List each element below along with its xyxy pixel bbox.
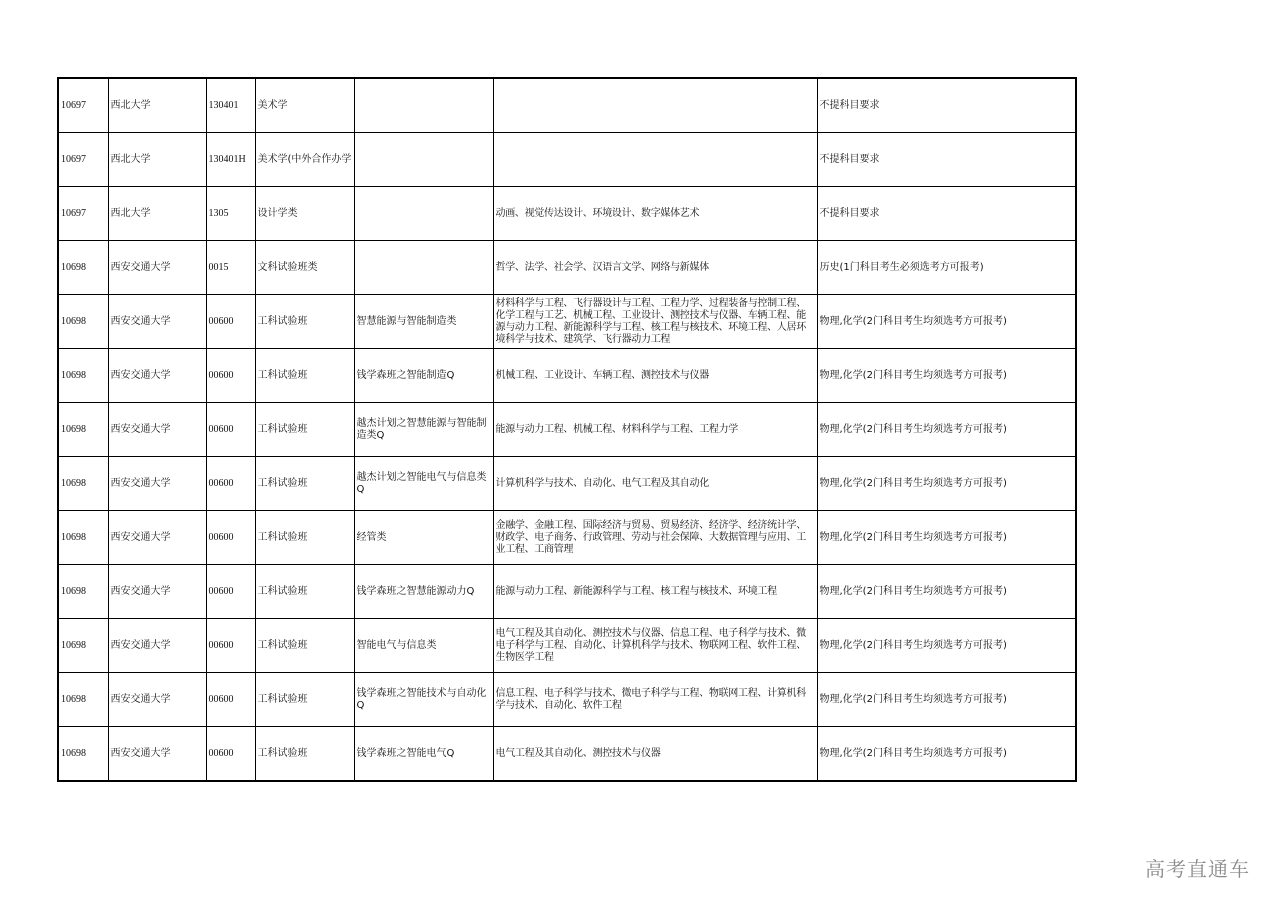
subject-requirement-cell: 历史(1门科目考生必须选考方可报考)	[817, 241, 1076, 295]
school-name-cell: 西安交通大学	[108, 619, 206, 673]
included-majors-cell: 机械工程、工业设计、车辆工程、测控技术与仪器	[493, 349, 817, 403]
school-code-cell: 10698	[58, 565, 108, 619]
major-code-cell: 00600	[206, 565, 255, 619]
class-name-cell: 经管类	[354, 511, 493, 565]
school-name-cell: 西安交通大学	[108, 673, 206, 727]
included-majors-cell	[493, 78, 817, 133]
table-row	[58, 727, 1076, 782]
school-name-cell: 西安交通大学	[108, 403, 206, 457]
included-majors-cell: 动画、视觉传达设计、环境设计、数字媒体艺术	[493, 187, 817, 241]
table-row	[58, 349, 1076, 403]
school-code-cell: 10698	[58, 619, 108, 673]
subject-requirement-cell: 物理,化学(2门科目考生均须选考方可报考)	[817, 619, 1076, 673]
class-name-cell: 钱学森班之智慧能源动力Q	[354, 565, 493, 619]
subject-requirement-cell: 物理,化学(2门科目考生均须选考方可报考)	[817, 727, 1076, 782]
major-code-cell: 00600	[206, 295, 255, 349]
school-code-cell: 10697	[58, 78, 108, 133]
school-code-cell: 10697	[58, 133, 108, 187]
major-code-cell: 130401H	[206, 133, 255, 187]
subject-requirement-cell: 不提科目要求	[817, 133, 1076, 187]
school-name-cell: 西安交通大学	[108, 511, 206, 565]
major-name-cell: 工科试验班	[255, 619, 354, 673]
major-code-cell: 00600	[206, 511, 255, 565]
admission-table	[57, 77, 1077, 782]
class-name-cell	[354, 241, 493, 295]
major-name-cell: 工科试验班	[255, 403, 354, 457]
class-name-cell: 智慧能源与智能制造类	[354, 295, 493, 349]
included-majors-cell: 哲学、法学、社会学、汉语言文学、网络与新媒体	[493, 241, 817, 295]
subject-requirement-cell: 物理,化学(2门科目考生均须选考方可报考)	[817, 349, 1076, 403]
table-row	[58, 619, 1076, 673]
included-majors-cell: 电气工程及其自动化、测控技术与仪器	[493, 727, 817, 782]
major-name-cell: 美术学	[255, 78, 354, 133]
class-name-cell	[354, 133, 493, 187]
major-code-cell: 00600	[206, 619, 255, 673]
school-name-cell: 西安交通大学	[108, 241, 206, 295]
major-name-cell: 工科试验班	[255, 457, 354, 511]
class-name-cell	[354, 78, 493, 133]
class-name-cell: 钱学森班之智能电气Q	[354, 727, 493, 782]
school-code-cell: 10698	[58, 349, 108, 403]
included-majors-cell: 能源与动力工程、机械工程、材料科学与工程、工程力学	[493, 403, 817, 457]
major-name-cell: 工科试验班	[255, 727, 354, 782]
school-name-cell: 西安交通大学	[108, 565, 206, 619]
major-name-cell: 美术学(中外合作办学	[255, 133, 354, 187]
table-row	[58, 565, 1076, 619]
school-code-cell: 10698	[58, 403, 108, 457]
major-name-cell: 工科试验班	[255, 673, 354, 727]
class-name-cell	[354, 187, 493, 241]
school-code-cell: 10698	[58, 295, 108, 349]
school-name-cell: 西北大学	[108, 78, 206, 133]
school-code-cell: 10698	[58, 727, 108, 782]
subject-requirement-cell: 物理,化学(2门科目考生均须选考方可报考)	[817, 457, 1076, 511]
table-row	[58, 241, 1076, 295]
major-code-cell: 00600	[206, 673, 255, 727]
school-name-cell: 西北大学	[108, 187, 206, 241]
subject-requirement-cell: 物理,化学(2门科目考生均须选考方可报考)	[817, 295, 1076, 349]
subject-requirement-cell: 物理,化学(2门科目考生均须选考方可报考)	[817, 673, 1076, 727]
table-row	[58, 133, 1076, 187]
included-majors-cell: 材料科学与工程、飞行器设计与工程、工程力学、过程装备与控制工程、化学工程与工艺、机械工程、工业设计、测控技术与仪器、车辆工程、能源与动力工程、新能源科学与工程、核工程与核技术、环境工程、人居环境科学与技术、建筑学、飞行器动力工程	[493, 295, 817, 349]
major-name-cell: 设计学类	[255, 187, 354, 241]
included-majors-cell: 金融学、金融工程、国际经济与贸易、贸易经济、经济学、经济统计学、财政学、电子商务、行政管理、劳动与社会保障、大数据管理与应用、工业工程、工商管理	[493, 511, 817, 565]
included-majors-cell: 信息工程、电子科学与技术、微电子科学与工程、物联网工程、计算机科学与技术、自动化、软件工程	[493, 673, 817, 727]
major-code-cell: 130401	[206, 78, 255, 133]
major-code-cell: 00600	[206, 727, 255, 782]
class-name-cell: 钱学森班之智能制造Q	[354, 349, 493, 403]
school-name-cell: 西安交通大学	[108, 295, 206, 349]
class-name-cell: 智能电气与信息类	[354, 619, 493, 673]
table-row	[58, 187, 1076, 241]
school-code-cell: 10698	[58, 511, 108, 565]
major-name-cell: 工科试验班	[255, 349, 354, 403]
school-code-cell: 10697	[58, 187, 108, 241]
class-name-cell: 钱学森班之智能技术与自动化Q	[354, 673, 493, 727]
subject-requirement-cell: 不提科目要求	[817, 187, 1076, 241]
subject-requirement-cell: 物理,化学(2门科目考生均须选考方可报考)	[817, 403, 1076, 457]
table-row	[58, 673, 1076, 727]
major-code-cell: 0015	[206, 241, 255, 295]
major-name-cell: 工科试验班	[255, 295, 354, 349]
watermark-text: 高考直通车	[1145, 857, 1250, 881]
school-name-cell: 西安交通大学	[108, 727, 206, 782]
major-name-cell: 工科试验班	[255, 565, 354, 619]
major-name-cell: 文科试验班类	[255, 241, 354, 295]
included-majors-cell	[493, 133, 817, 187]
subject-requirement-cell: 不提科目要求	[817, 78, 1076, 133]
class-name-cell: 越杰计划之智能电气与信息类Q	[354, 457, 493, 511]
major-name-cell: 工科试验班	[255, 511, 354, 565]
school-code-cell: 10698	[58, 457, 108, 511]
major-code-cell: 00600	[206, 349, 255, 403]
school-code-cell: 10698	[58, 241, 108, 295]
table-row	[58, 403, 1076, 457]
major-code-cell: 1305	[206, 187, 255, 241]
included-majors-cell: 能源与动力工程、新能源科学与工程、核工程与核技术、环境工程	[493, 565, 817, 619]
major-code-cell: 00600	[206, 457, 255, 511]
table-row	[58, 295, 1076, 349]
subject-requirement-cell: 物理,化学(2门科目考生均须选考方可报考)	[817, 511, 1076, 565]
table-body	[58, 78, 1076, 781]
school-name-cell: 西安交通大学	[108, 457, 206, 511]
table-row	[58, 78, 1076, 133]
included-majors-cell: 计算机科学与技术、自动化、电气工程及其自动化	[493, 457, 817, 511]
school-code-cell: 10698	[58, 673, 108, 727]
major-code-cell: 00600	[206, 403, 255, 457]
table-row	[58, 511, 1076, 565]
table-row	[58, 457, 1076, 511]
class-name-cell: 越杰计划之智慧能源与智能制造类Q	[354, 403, 493, 457]
school-name-cell: 西北大学	[108, 133, 206, 187]
school-name-cell: 西安交通大学	[108, 349, 206, 403]
subject-requirement-cell: 物理,化学(2门科目考生均须选考方可报考)	[817, 565, 1076, 619]
included-majors-cell: 电气工程及其自动化、测控技术与仪器、信息工程、电子科学与技术、微电子科学与工程、自动化、计算机科学与技术、物联网工程、软件工程、生物医学工程	[493, 619, 817, 673]
